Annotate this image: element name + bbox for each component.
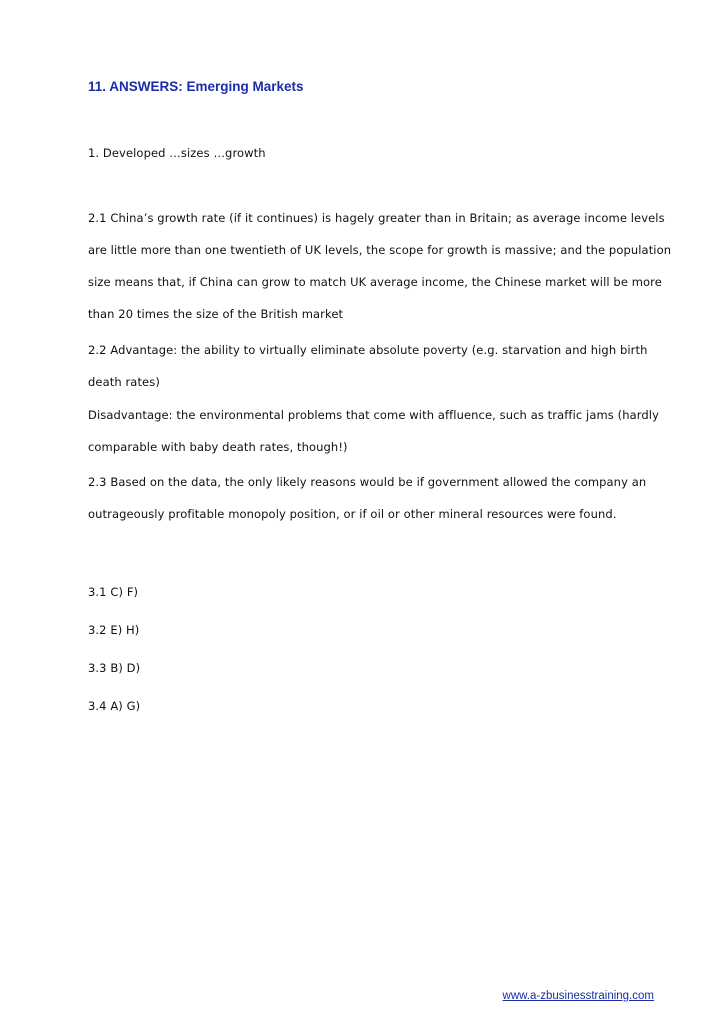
page-title: 11. ANSWERS: Emerging Markets — [88, 79, 304, 94]
answer-3-4: 3.4 A) G) — [88, 699, 141, 713]
answer-1: 1. Developed …sizes …growth — [88, 146, 266, 160]
answer-2-3: 2.3 Based on the data, the only likely reasons would be if government allowed the company an outrageously profitable monopoly position, or if oil or other mineral resources were found. — [88, 475, 647, 521]
answer-3-1: 3.1 C) F) — [88, 585, 139, 599]
answer-2-2-disadvantage: Disadvantage: the environmental problems that come with affluence, such as traffic jams (hardly comparable with baby death rates, though!) — [88, 408, 659, 454]
footer-website-link[interactable]: www.a-zbusinesstraining.com — [502, 990, 654, 1002]
answer-3-3: 3.3 B) D) — [88, 661, 141, 675]
answer-2-2-advantage: 2.2 Advantage: the ability to virtually eliminate absolute poverty (e.g. starvation and high birth death rates) — [88, 343, 648, 389]
answer-3-2: 3.2 E) H) — [88, 623, 140, 637]
answer-2-1: 2.1 China’s growth rate (if it continues) is hagely greater than in Britain; as average income levels are little more than one twentieth of UK levels, the scope for growth is massive; and the population size means that, if China can grow to match UK average income, the Chinese market will be more than 20 times the size of the British market — [88, 211, 672, 321]
